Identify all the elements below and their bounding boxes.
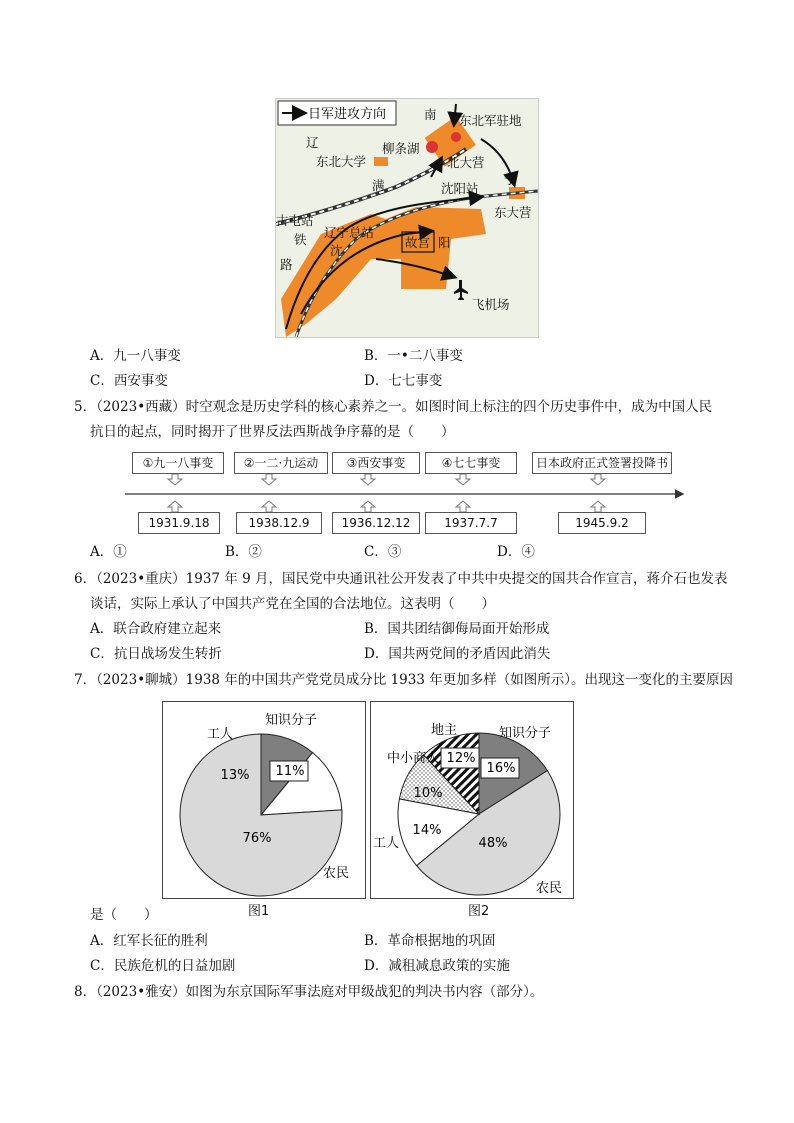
pie-category-label: 知识分子 (265, 713, 318, 728)
map-label: 铁 (294, 232, 307, 247)
battle-map (275, 98, 539, 338)
map-label: 辽 (306, 135, 319, 150)
q6-stem-line1: 6．（2023•重庆）1937 年 9 月，国民党中央通讯社公开发表了中共中央提交的国共合作宣言，蒋介石也发表 (74, 571, 728, 587)
q5-option-a[interactable]: A．① (90, 544, 127, 560)
map-label: 宁 (504, 172, 517, 187)
timeline-date: 1945.9.2 (558, 512, 646, 534)
pie-value-label: 13% (220, 768, 250, 783)
timeline (120, 450, 690, 536)
map-label: 阳 (438, 235, 451, 250)
explosion-icon-2 (451, 132, 461, 142)
q4-option-b[interactable]: B．一•二八事变 (364, 348, 463, 364)
pie-value-label: 48% (478, 836, 508, 851)
q5-option-d[interactable]: D．④ (497, 544, 535, 560)
map-label: 沈 (330, 243, 343, 258)
q5-stem-line1: 5．（2023•西藏）时空观念是历史学科的核心素养之一。如图时间上标注的四个历史事件中，成为中国人民 (74, 399, 713, 415)
map-label: 飞机场 (472, 297, 510, 312)
pie-category-label: 中小商人 (387, 751, 440, 766)
pie-chart-1 (162, 701, 366, 899)
q4-option-c[interactable]: C．西安事变 (90, 373, 168, 389)
pie-category-label: 知识分子 (499, 726, 552, 741)
map-label: 故宫 (405, 235, 431, 250)
q5-stem-line2: 抗日的起点，同时揭开了世界反法西斯战争序幕的是（ ） (90, 424, 455, 440)
q5-option-b[interactable]: B．② (225, 544, 262, 560)
q5-option-c[interactable]: C．③ (364, 544, 402, 560)
timeline-event: 日本政府正式签署投降书 (532, 452, 672, 474)
explosion-icon (426, 141, 438, 153)
timeline-date: 1936.12.12 (332, 512, 420, 534)
pie-category-label: 农民 (536, 881, 563, 896)
timeline-event: ②一二·九运动 (234, 452, 328, 474)
timeline-date: 1938.12.9 (236, 512, 322, 534)
map-label: 柳条湖 (382, 141, 420, 156)
map-label: 沈阳站 (441, 181, 479, 196)
pie-value-label: 16% (486, 761, 516, 776)
pie-value-label: 14% (412, 823, 442, 838)
q6-stem-line2: 谈话，实际上承认了中国共产党在全国的合法地位。这表明（ ） (90, 596, 495, 612)
map-label: 满 (372, 178, 385, 193)
pie-chart-1-title: 图1 (248, 904, 270, 919)
pie-value-label: 11% (275, 764, 305, 779)
pie-chart-2 (370, 701, 574, 899)
q7-option-c[interactable]: C．民族危机的日益加剧 (90, 958, 236, 974)
airplane-icon (454, 280, 468, 300)
pie-category-label: 工人 (207, 727, 234, 742)
q7-stem-line1: 7．（2023•聊城）1938 年的中国共产党党员成分比 1933 年更加多样（如图所示）。出现这一变化的主要原因 (74, 672, 733, 688)
q4-option-d[interactable]: D．七七事变 (364, 373, 443, 389)
map-label: 东北大学 (316, 154, 367, 169)
q6-option-b[interactable]: B．国共团结御侮局面开始形成 (364, 621, 550, 637)
timeline-date: 1937.7.7 (425, 512, 517, 534)
map-graphic (276, 99, 538, 337)
q7-stem-line2: 是（ ） (90, 907, 158, 923)
q6-option-c[interactable]: C．抗日战场发生转折 (90, 646, 222, 662)
pie-value-label: 76% (242, 831, 272, 846)
timeline-event: ①九一八事变 (132, 452, 224, 474)
map-label: 南 (424, 107, 437, 122)
q6-option-d[interactable]: D．国共两党间的矛盾因此消失 (364, 646, 551, 662)
pie-value-label: 10% (413, 786, 443, 801)
pie-chart-2-svg (371, 702, 573, 898)
pie-value-label: 12% (446, 751, 476, 766)
map-label: 路 (280, 257, 293, 272)
map-label: 东北军驻地 (459, 113, 522, 128)
timeline-event: ③西安事变 (332, 452, 420, 474)
q8-stem: 8．（2023•雅安）如图为东京国际军事法庭对甲级战犯的判决书内容（部分）。 (74, 984, 544, 1000)
pie-category-label: 地主 (431, 723, 458, 738)
map-label: 古屯站 (276, 213, 314, 228)
dongbei-university-block (374, 157, 388, 166)
q7-option-a[interactable]: A．红军长征的胜利 (90, 933, 208, 949)
q4-option-a[interactable]: A．九一八事变 (90, 348, 181, 364)
timeline-date: 1931.9.18 (138, 512, 220, 534)
pie-chart-2-title: 图2 (468, 904, 490, 919)
map-label: 北大营 (447, 155, 485, 170)
pie-category-label: 农民 (323, 866, 350, 881)
pie-chart-1-svg (163, 702, 365, 898)
q7-option-d[interactable]: D．减租减息政策的实施 (364, 958, 510, 974)
legend-label: 日军进攻方向 (308, 107, 387, 122)
q7-option-b[interactable]: B．革命根据地的巩固 (364, 933, 496, 949)
map-label: 东大营 (494, 205, 532, 220)
timeline-event: ④七七事变 (425, 452, 517, 474)
map-label: 辽宁总站 (324, 225, 375, 240)
pie-category-label: 工人 (373, 836, 400, 851)
q6-option-a[interactable]: A．联合政府建立起来 (90, 621, 222, 637)
